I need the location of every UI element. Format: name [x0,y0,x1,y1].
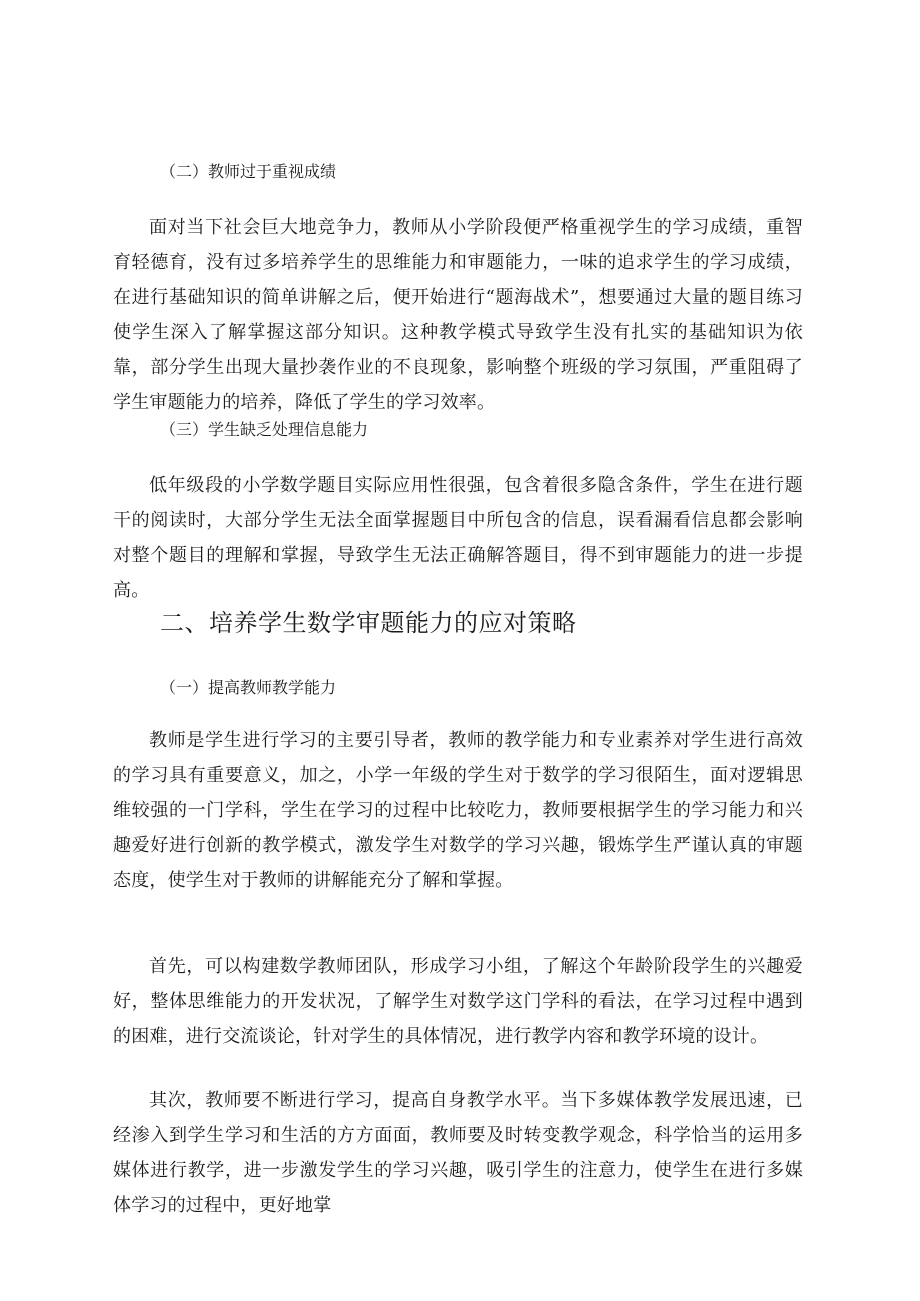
paragraph-information-processing: 低年级段的小学数学题目实际应用性很强，包含着很多隐含条件，学生在进行题干的阅读时，大部分学生无法全面掌握题目中所包含的信息，误看漏看信息都会影响对整个题目的理解和掌握，导致学生无法正确解答题目，得不到审题能力的进一步提高。 [113,475,803,601]
paragraph-second-multimedia: 其次，教师要不断进行学习，提高自身教学水平。当下多媒体教学发展迅速，已经渗入到学生学习和生活的方方面面，教师要及时转变教学观念，科学恰当的运用多媒体进行教学，进一步激发学生的学习兴趣，吸引学生的注意力，使学生在进行多媒体学习的过程中，更好地掌 [113,1090,803,1216]
paragraph-teacher-role: 教师是学生进行学习的主要引导者，教师的教学能力和专业素养对学生进行高效的学习具有重要意义，加之，小学一年级的学生对于数学的学习很陌生，面对逻辑思维较强的一门学科，学生在学习的过程中比较吃力，教师要根据学生的学习能力和兴趣爱好进行创新的教学模式，激发学生对数学的学习兴趣，锻炼学生严谨认真的审题态度，使学生对于教师的讲解能充分了解和掌握。 [113,730,803,891]
section-heading-strategies: 二、培养学生数学审题能力的应对策略 [160,609,577,637]
subheading-teachers-overemphasize-grades: （二）教师过于重视成绩 [160,162,337,181]
paragraph-first-teacher-team: 首先，可以构建数学教师团队，形成学习小组，了解这个年龄阶段学生的兴趣爱好，整体思维能力的开发状况，了解学生对数学这门学科的看法，在学习过程中遇到的困难，进行交流谈论，针对学生的具体情况，进行教学内容和教学环境的设计。 [113,956,803,1047]
subheading-improve-teaching-ability: （一）提高教师教学能力 [160,678,337,697]
subheading-lack-information-processing: （三）学生缺乏处理信息能力 [160,420,369,439]
paragraph-grades-pressure: 面对当下社会巨大地竞争力，教师从小学阶段便严格重视学生的学习成绩，重智育轻德育，没有过多培养学生的思维能力和审题能力，一味的追求学生的学习成绩，在进行基础知识的简单讲解之后，便开始进行“题海战术”，想要通过大量的题目练习使学生深入了解掌握这部分知识。这种教学模式导致学生没有扎实的基础知识为依靠，部分学生出现大量抄袭作业的不良现象，影响整个班级的学习氛围，严重阻碍了学生审题能力的培养，降低了学生的学习效率。 [113,217,803,413]
